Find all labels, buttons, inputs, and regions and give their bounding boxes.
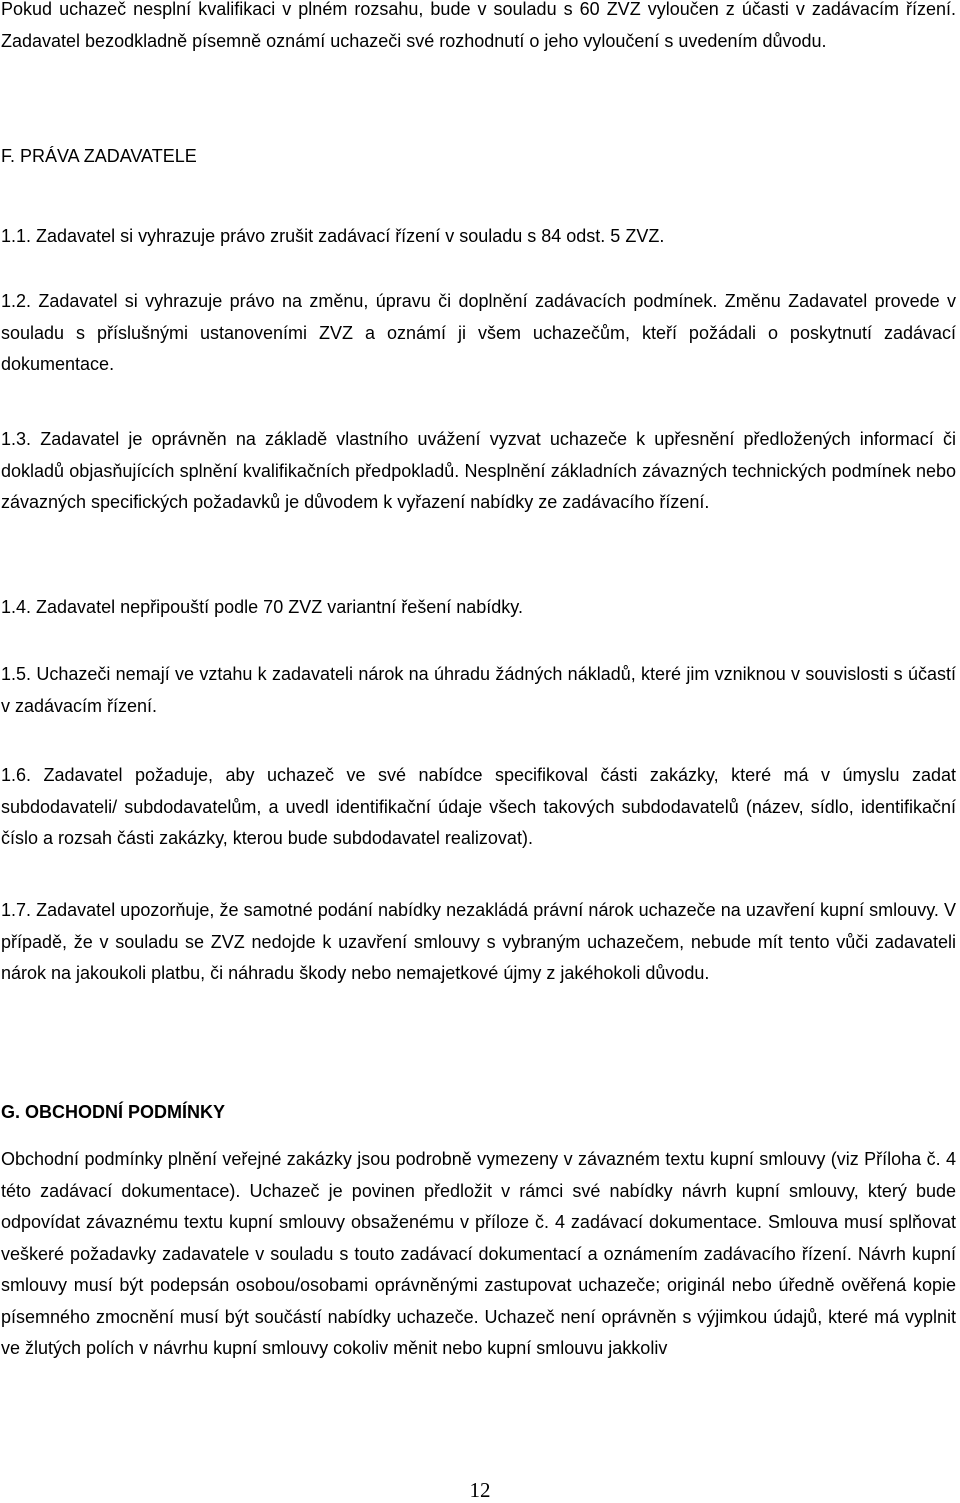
section-heading-f: F. PRÁVA ZADAVATELE xyxy=(1,146,197,166)
paragraph-1-7: 1.7. Zadavatel upozorňuje, že samotné podání nabídky nezakládá právní nárok uchazeče na uzavření kupní smlouvy. V případě, že v souladu se ZVZ nedojde k uzavření smlouvy s vybraným uchazečem, nebude mít tento vůči zadavateli nárok na jakoukoli platbu, či náhradu škody nebo nemajetkové újmy z jakéhokoli důvodu. xyxy=(1,900,956,983)
paragraph-exclusion: Pokud uchazeč nesplní kvalifikaci v plném rozsahu, bude v souladu s 60 ZVZ vyloučen z účasti v zadávacím řízení. Zadavatel bezodkladně písemně oznámí uchazeči své rozhodnutí o jeho vyloučení s uvedením důvodu. xyxy=(1,0,956,51)
page-number: 12 xyxy=(469,1478,491,1502)
paragraph-1-5: 1.5. Uchazeči nemají ve vztahu k zadavateli nárok na úhradu žádných nákladů, které jim vzniknou v souvislosti s účastí v zadávacím řízení. xyxy=(1,664,956,716)
paragraph-1-6: 1.6. Zadavatel požaduje, aby uchazeč ve své nabídce specifikoval části zakázky, které má v úmyslu zadat subdodavateli/ subdodavatelům, a uvedl identifikační údaje všech takových subdodavatelů (název, sídlo, identifikační číslo a rozsah části zakázky, kterou bude subdodavatel realizovat). xyxy=(1,765,956,848)
paragraph-1-3: 1.3. Zadavatel je oprávněn na základě vlastního uvážení vyzvat uchazeče k upřesnění předložených informací či dokladů objasňujících splnění kvalifikačních předpokladů. Nesplnění základních závazných technických podmínek nebo závazných specifických požadavků je důvodem k vyřazení nabídky ze zadávacího řízení. xyxy=(1,429,956,512)
paragraph-g-body: Obchodní podmínky plnění veřejné zakázky jsou podrobně vymezeny v závazném textu kupní smlouvy (viz Příloha č. 4 této zadávací dokumentace). Uchazeč je povinen předložit v rámci své nabídky návrh kupní smlouvy, který bude odpovídat závaznému textu kupní smlouvy obsaženému v příloze č. 4 zadávací dokumentace. Smlouva musí splňovat veškeré požadavky zadavatele v souladu s touto zadávací dokumentací a oznámením zadávacího řízení. Návrh kupní smlouvy musí být podepsán osobou/osobami oprávněnými zastupovat uchazeče; originál nebo úředně ověřená kopie písemného zmocnění musí být součástí nabídky uchazeče. Uchazeč není oprávněn s výjimkou údajů, které má vyplnit ve žlutých polích v návrhu kupní smlouvy cokoliv měnit nebo kupní smlouvu jakkoliv xyxy=(1,1149,956,1358)
paragraph-1-1: 1.1. Zadavatel si vyhrazuje právo zrušit zadávací řízení v souladu s 84 odst. 5 ZVZ. xyxy=(1,226,665,246)
paragraph-1-4: 1.4. Zadavatel nepřipouští podle 70 ZVZ variantní řešení nabídky. xyxy=(1,597,523,617)
section-heading-g: G. OBCHODNÍ PODMÍNKY xyxy=(1,1102,226,1122)
paragraph-1-2: 1.2. Zadavatel si vyhrazuje právo na změnu, úpravu či doplnění zadávacích podmínek. Změnu Zadavatel provede v souladu s příslušnými ustanoveními ZVZ a oznámí ji všem uchazečům, kteří požádali o poskytnutí zadávací dokumentace. xyxy=(1,291,956,374)
